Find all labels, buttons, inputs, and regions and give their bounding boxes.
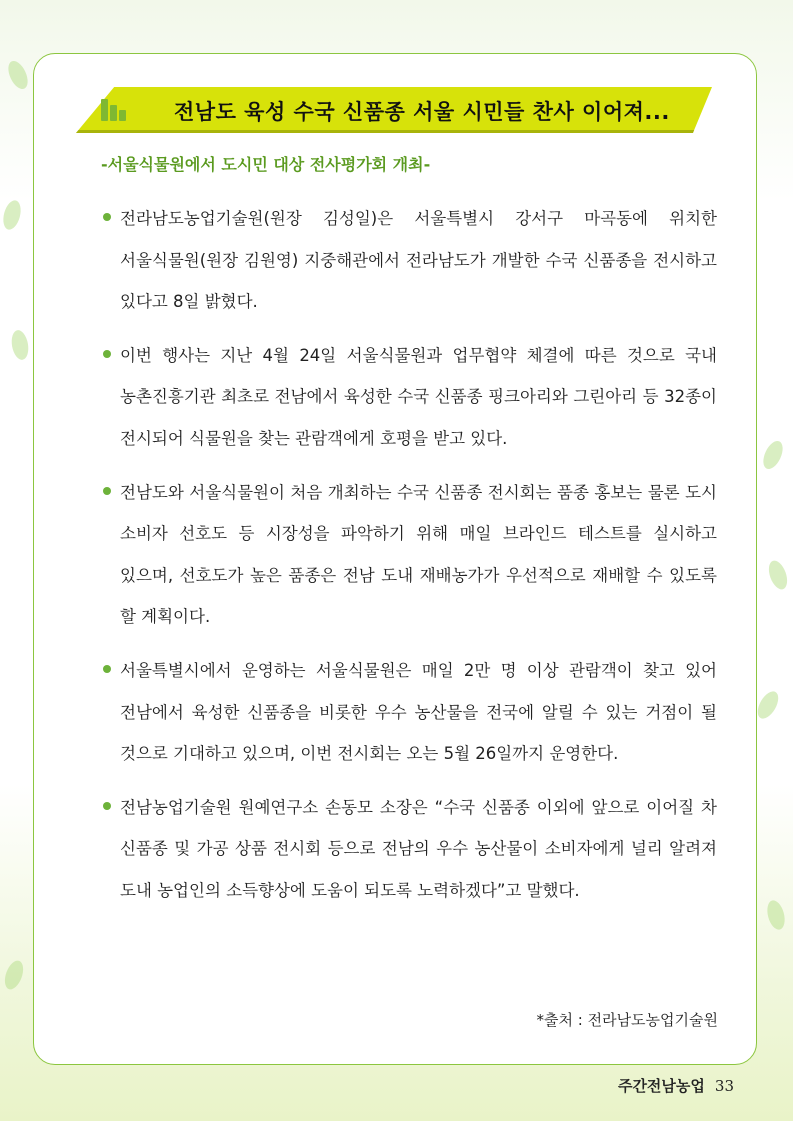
- leaf-decoration: [765, 558, 790, 592]
- page-footer: [618, 1074, 734, 1098]
- leaf-decoration: [0, 198, 23, 231]
- bullet-dot-icon: [103, 802, 111, 810]
- leaf-decoration: [4, 58, 31, 92]
- bullet-text: 전라남도농업기술원(원장 김성일)은 서울특별시 강서구 마곡동에 위치한 서울식물원(원장 김원영) 지중해관에서 전라남도가 개발한 수국 신품종을 전시하고 있다고 8일 밝혔다.: [120, 209, 717, 312]
- bullet-item: [101, 335, 717, 460]
- bullet-dot-icon: [103, 487, 111, 495]
- leaf-decoration: [10, 329, 31, 361]
- leaf-decoration: [759, 438, 786, 472]
- bullet-dot-icon: [103, 213, 111, 221]
- bullet-list: [101, 198, 717, 912]
- source-credit: *출처 : 전라남도농업기술원: [536, 1011, 718, 1029]
- leaf-decoration: [1, 958, 26, 992]
- bullet-text: 이번 행사는 지난 4월 24일 서울식물원과 업무협약 체결에 따른 것으로 국내 농촌진흥기관 최초로 전남에서 육성한 수국 신품종 핑크아리와 그린아리 등 32종이 전시되어 식물원을 찾는 관람객에게 호평을 받고 있다.: [120, 345, 717, 448]
- bullet-item: [101, 198, 717, 323]
- bullet-dot-icon: [103, 665, 111, 673]
- bullet-text: 전남도와 서울식물원이 처음 개최하는 수국 신품종 전시회는 품종 홍보는 물론 도시 소비자 선호도 등 시장성을 파악하기 위해 매일 브라인드 테스트를 실시하고 있으며, 선호도가 높은 품종은 전남 도내 재배농가가 우선적으로 재배할 수 있도록 할 계획이다.: [120, 482, 717, 627]
- page-number: 33: [714, 1077, 734, 1095]
- publication-name: 주간전남농업: [617, 1077, 705, 1095]
- article-subtitle: -서울식물원에서 도시민 대상 전사평가회 개최-: [101, 155, 431, 174]
- leaf-decoration: [754, 688, 783, 722]
- leaf-decoration: [764, 898, 787, 931]
- bullet-text: 서울특별시에서 운영하는 서울식물원은 매일 2만 명 이상 관람객이 찾고 있어 전남에서 육성한 신품종을 비롯한 우수 농산물을 전국에 알릴 수 있는 거점이 될 것으로 기대하고 있으며, 이번 전시회는 오는 5월 26일까지 운영한다.: [120, 660, 717, 764]
- article-title: 전남도 육성 수국 신품종 서울 시민들 찬사 이어져...: [174, 100, 670, 124]
- bullet-text: 전남농업기술원 원예연구소 손동모 소장은 “수국 신품종 이외에 앞으로 이어질 차 신품종 및 가공 상품 전시회 등으로 전남의 우수 농산물이 소비자에게 널리 알려져 도내 농업인의 소득향상에 도움이 되도록 노력하겠다”고 말했다.: [120, 797, 717, 900]
- bullet-item: [101, 787, 717, 912]
- bullet-item: [101, 472, 717, 638]
- bullet-item: [101, 650, 717, 775]
- bar-chart-icon: [101, 97, 131, 121]
- bullet-dot-icon: [103, 350, 111, 358]
